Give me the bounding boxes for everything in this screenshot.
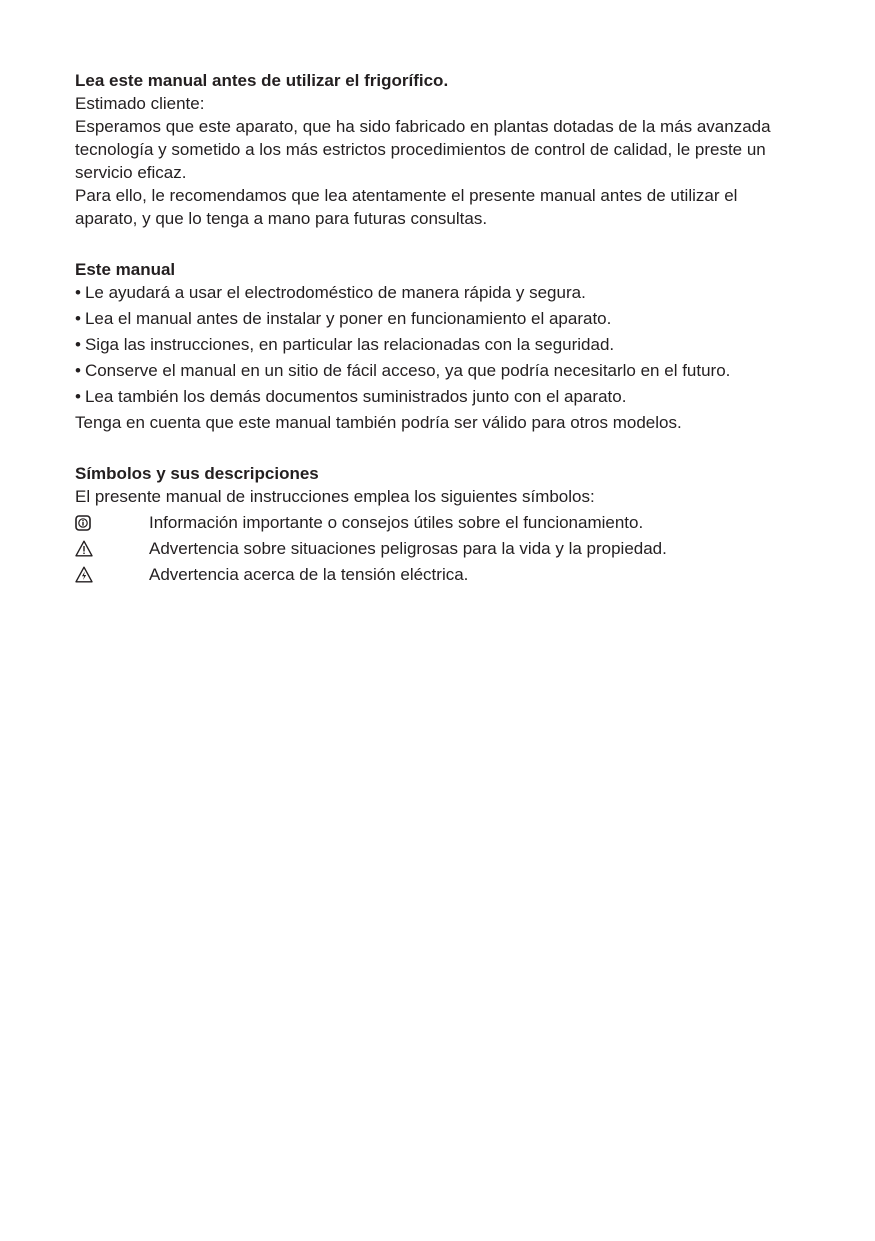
intro-paragraph-2: Para ello, le recomendamos que lea atentamente el presente manual antes de utilizar el aparato, y que lo tenga a mano para futuras consultas. — [75, 186, 738, 228]
symbol-description: Advertencia sobre situaciones peligrosas para la vida y la propiedad. — [149, 539, 667, 558]
list-item-text: Conserve el manual en un sitio de fácil acceso, ya que podría necesitarlo en el futuro. — [84, 361, 731, 380]
list-item — [75, 359, 795, 382]
list-item-text: Le ayudará a usar el electrodoméstico de manera rápida y segura. — [84, 283, 586, 302]
list-item-text: Lea también los demás documentos suministrados junto con el aparato. — [84, 387, 627, 406]
manual-bullet-list — [75, 281, 795, 408]
symbol-description: Información importante o consejos útiles sobre el funcionamiento. — [149, 513, 644, 532]
electric-warning-icon — [75, 563, 149, 586]
list-item-text: Siga las instrucciones, en particular las relacionadas con la seguridad. — [84, 335, 615, 354]
bullet-icon: • — [75, 335, 81, 354]
manual-section-title: Este manual — [75, 260, 176, 279]
symbol-row-info — [75, 511, 795, 534]
intro-title: Lea este manual antes de utilizar el frigorífico. — [75, 71, 449, 90]
bullet-icon: • — [75, 309, 81, 328]
bullet-icon: • — [75, 387, 81, 406]
symbol-description: Advertencia acerca de la tensión eléctrica. — [149, 565, 469, 584]
symbols-section — [75, 462, 795, 586]
symbol-row-electric-warning — [75, 563, 795, 586]
list-item — [75, 307, 795, 330]
manual-note: Tenga en cuenta que este manual también podría ser válido para otros modelos. — [75, 413, 682, 432]
info-icon — [75, 511, 149, 534]
list-item — [75, 385, 795, 408]
manual-section — [75, 258, 795, 434]
symbols-section-title: Símbolos y sus descripciones — [75, 464, 319, 483]
list-item-text: Lea el manual antes de instalar y poner en funcionamiento el aparato. — [84, 309, 612, 328]
warning-icon — [75, 537, 149, 560]
intro-paragraph-1: Esperamos que este aparato, que ha sido fabricado en plantas dotadas de la más avanzada tecnología y sometido a los más estrictos procedimientos de control de calidad, le preste un servicio eficaz. — [75, 117, 771, 182]
manual-page — [75, 69, 795, 589]
bullet-icon: • — [75, 283, 81, 302]
symbol-row-warning — [75, 537, 795, 560]
bullet-icon: • — [75, 361, 81, 380]
list-item — [75, 333, 795, 356]
greeting: Estimado cliente: — [75, 94, 205, 113]
symbols-intro: El presente manual de instrucciones emplea los siguientes símbolos: — [75, 487, 595, 506]
list-item — [75, 281, 795, 304]
